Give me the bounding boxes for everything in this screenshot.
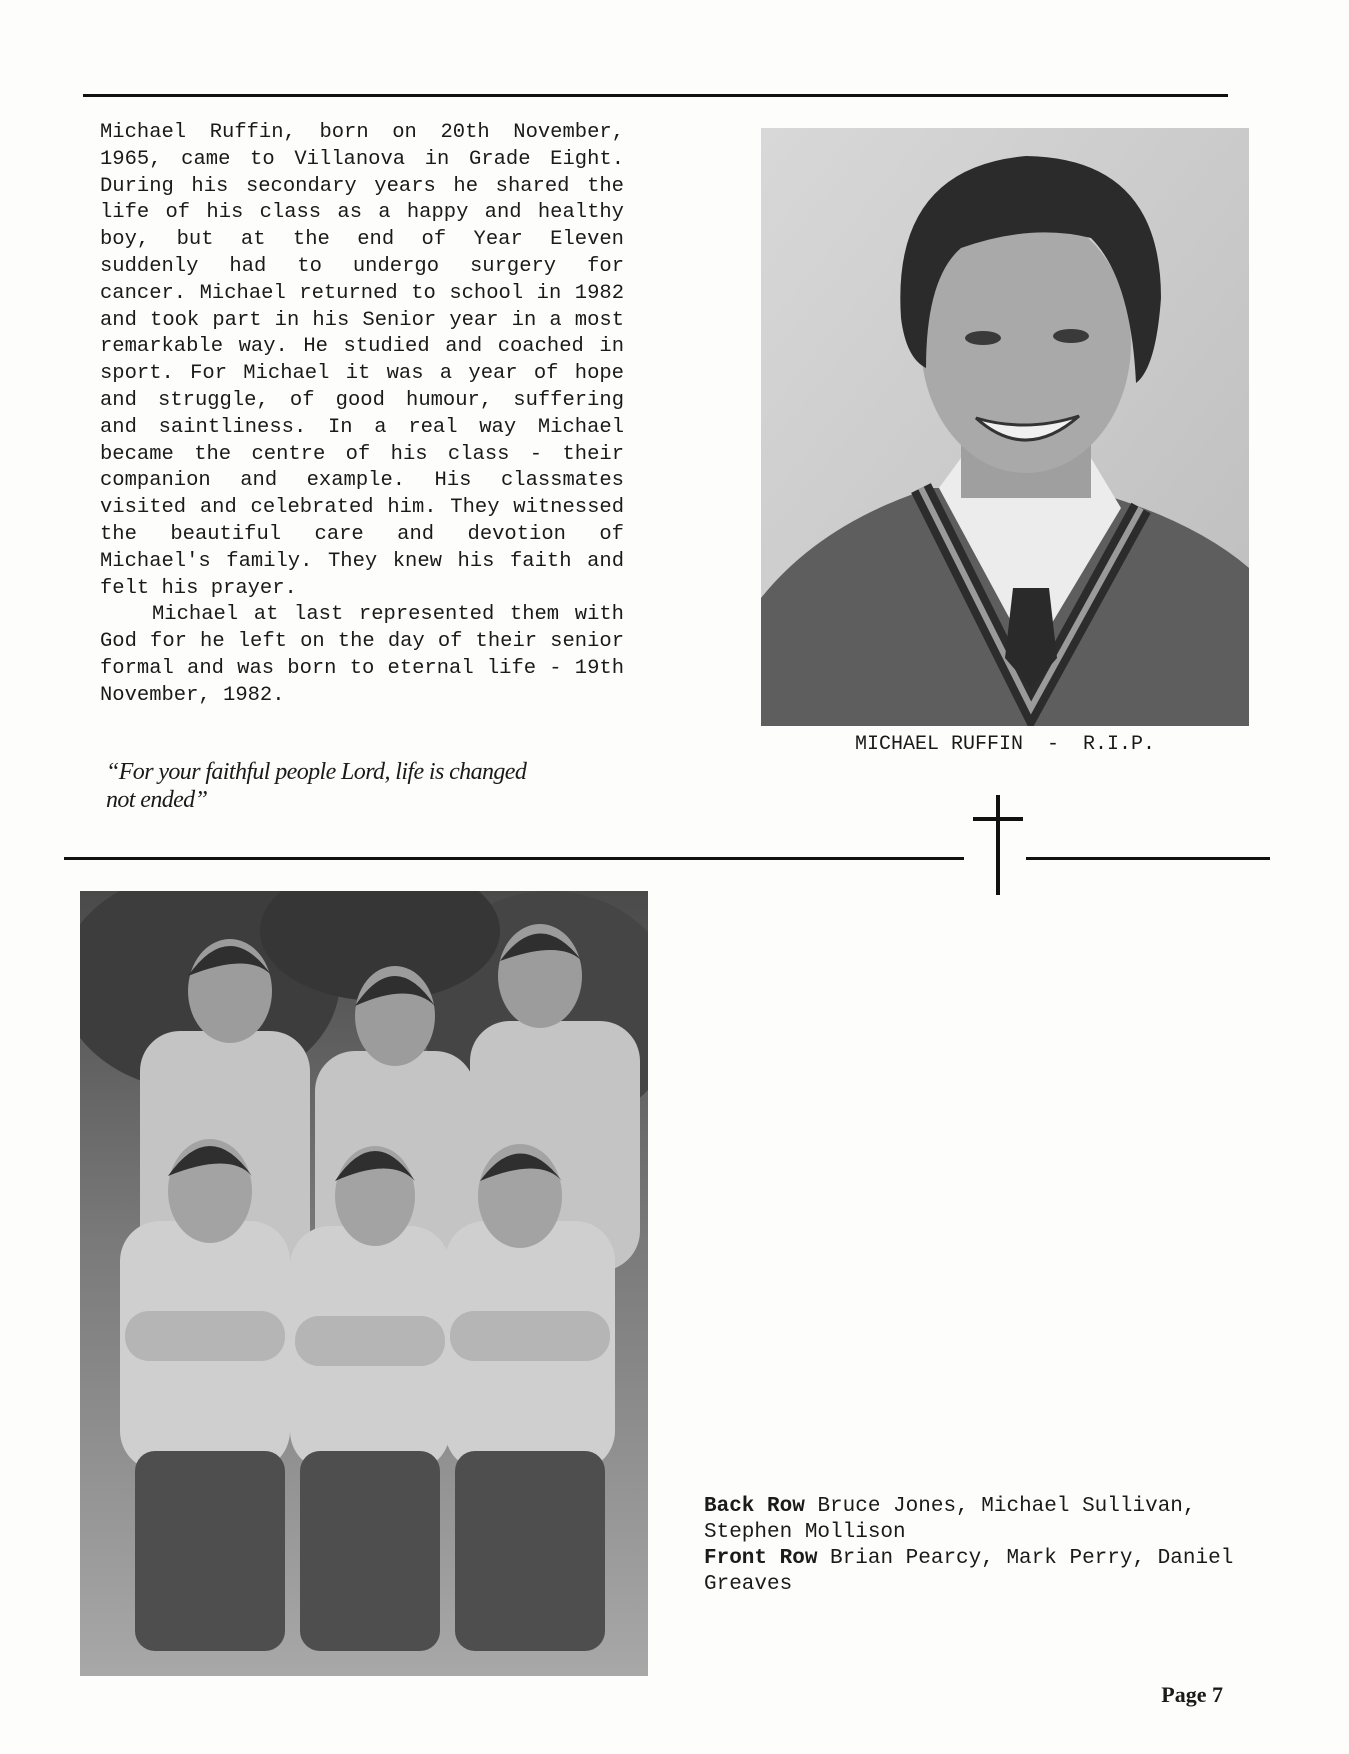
group-photo <box>80 891 648 1676</box>
obituary-paragraph-2: Michael at last represented them with God for he left on the day of their senior formal and was born to eternal life - 19th November, 1982. <box>100 603 624 707</box>
front-row-line <box>704 1546 1264 1598</box>
back-row-names: Bruce Jones, Michael Sullivan, Stephen Mollison <box>704 1495 1196 1544</box>
back-row-line <box>704 1494 1264 1546</box>
portrait-caption: MICHAEL RUFFIN - R.I.P. <box>854 733 1156 756</box>
top-rule <box>83 94 1228 97</box>
cross-icon <box>968 795 1028 895</box>
page-number: Page 7 <box>1161 1682 1223 1707</box>
divider-rule-left <box>64 857 964 860</box>
back-row-label: Back Row <box>704 1495 805 1518</box>
group-photo-caption <box>704 1494 1264 1598</box>
portrait-photo <box>761 128 1249 726</box>
obituary-text <box>100 120 624 710</box>
front-row-label: Front Row <box>704 1547 818 1570</box>
divider-rule-right <box>1026 857 1270 860</box>
memorial-quote: “For your faithful people Lord, life is changed not ended” <box>106 759 527 813</box>
front-row-names: Brian Pearcy, Mark Perry, Daniel Greaves <box>704 1547 1234 1596</box>
obituary-paragraph-1: Michael Ruffin, born on 20th November, 1965, came to Villanova in Grade Eight. During his secondary years he shared the life of his class as a happy and healthy boy, but at the end of Year Eleven suddenly had to undergo surgery for cancer. Michael returned to school in 1982 and took part in his Senior year in a most remarkable way. He studied and coached in sport. For Michael it was a year of hope and struggle, of good humour, suffering and saintliness. In a real way Michael became the centre of his class - their companion and example. His classmates visited and celebrated him. They witnessed the beautiful care and devotion of Michael's family. They knew his faith and felt his prayer. <box>100 121 624 600</box>
